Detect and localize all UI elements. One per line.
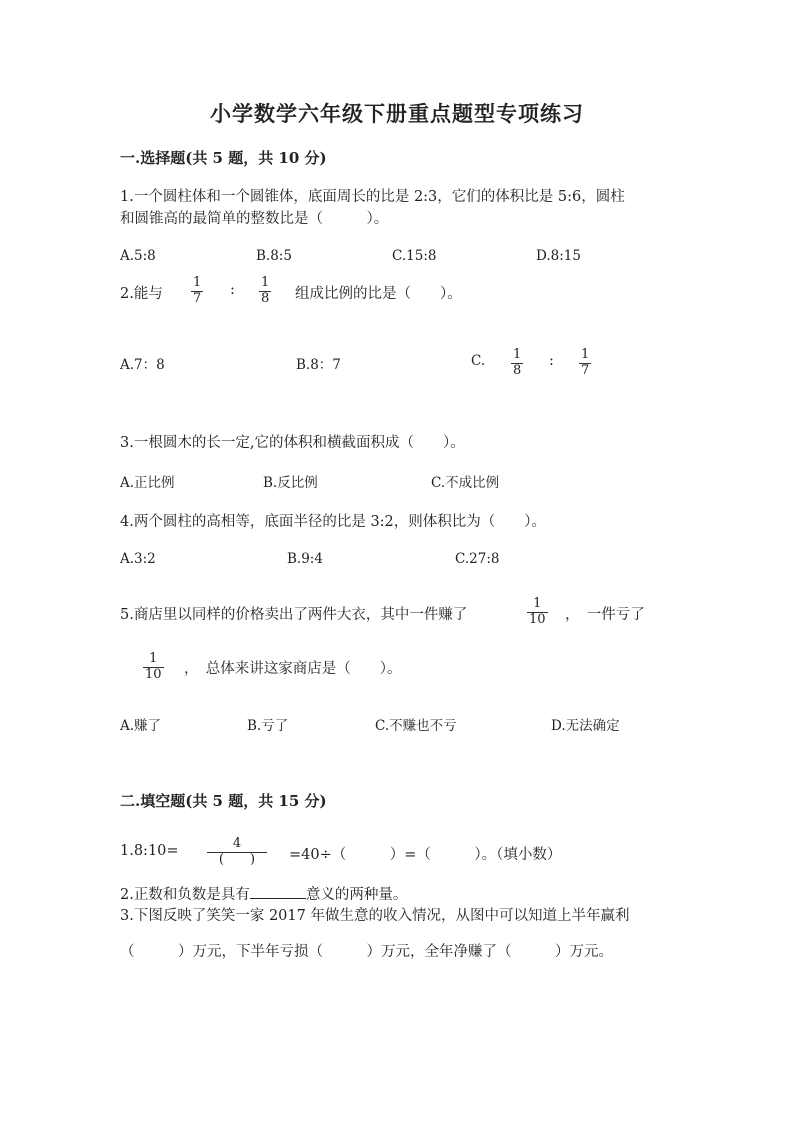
q5-option-d: D.无法确定 xyxy=(551,718,620,734)
q3-option-a: A.正比例 xyxy=(120,475,175,491)
fraction-denominator: 10 xyxy=(529,611,546,627)
q1-option-a: A.5:8 xyxy=(120,248,156,264)
q1-option-d: D.8:15 xyxy=(536,248,581,264)
question-1-line-1: 1.一个圆柱体和一个圆锥体，底面周长的比是 2:3，它们的体积比是 5:6，圆柱 xyxy=(120,189,625,205)
question-2-colon: : xyxy=(230,282,235,298)
fraction-denominator: 7 xyxy=(193,290,202,306)
question-2-fraction-2 xyxy=(259,276,271,307)
fill-1-prefix: 1.8:10= xyxy=(120,843,179,859)
q2-option-a: A.7：8 xyxy=(120,357,165,373)
q3-option-c: C.不成比例 xyxy=(431,475,500,491)
q5-option-c: C.不赚也不亏 xyxy=(375,718,457,734)
q2-option-c-label: C. xyxy=(471,353,486,369)
q2-option-c-colon: : xyxy=(549,353,554,369)
fraction-numerator: 1 xyxy=(193,275,202,290)
section-2-heading: 二.填空题(共 5 题，共 15 分) xyxy=(120,792,327,810)
q2-option-b: B.8：7 xyxy=(296,357,341,373)
q2-option-c-fraction-2 xyxy=(579,348,591,379)
q1-option-b: B.8:5 xyxy=(256,248,292,264)
q2-option-c-fraction-1 xyxy=(511,348,523,379)
question-4-text: 4.两个圆柱的高相等，底面半径的比是 3:2，则体积比为（ ）。 xyxy=(120,514,547,530)
section-1-heading: 一.选择题(共 5 题，共 10 分) xyxy=(120,149,327,167)
fraction-denominator: 10 xyxy=(145,666,162,682)
question-5-fraction-1 xyxy=(527,597,548,628)
question-2-fraction-1 xyxy=(191,276,203,307)
fraction-denominator: ( ) xyxy=(207,852,267,868)
question-2-prefix: 2.能与 xyxy=(120,286,163,302)
q5-option-a: A.赚了 xyxy=(120,718,162,734)
fraction-denominator: 7 xyxy=(581,362,590,378)
fill-1-fraction xyxy=(207,837,267,868)
q5-option-b: B.亏了 xyxy=(247,718,289,734)
fill-2-suffix: 意义的两种量。 xyxy=(305,887,408,903)
question-5-prefix: 5.商店里以同样的价格卖出了两件大衣，其中一件赚了 xyxy=(120,607,468,623)
fraction-numerator: 1 xyxy=(533,596,542,611)
fraction-numerator: 1 xyxy=(513,347,522,362)
fraction-denominator: 8 xyxy=(261,290,270,306)
fraction-numerator: 1 xyxy=(261,275,270,290)
fill-3-line-1: 3.下图反映了笑笑一家 2017 年做生意的收入情况，从图中可以知道上半年赢利 xyxy=(120,908,630,924)
question-3-text: 3.一根圆木的长一定,它的体积和横截面积成（ ）。 xyxy=(120,435,465,451)
fill-2-text xyxy=(120,883,407,904)
fill-2-prefix: 2.正数和负数是具有 xyxy=(120,887,250,903)
q1-option-c: C.15:8 xyxy=(392,248,437,264)
fill-3-line-2: （ ）万元，下半年亏损（ ）万元，全年净赚了（ ）万元。 xyxy=(120,944,613,960)
fraction-numerator: 4 xyxy=(232,836,242,851)
question-1-line-2: 和圆锥高的最简单的整数比是（ ）。 xyxy=(120,211,389,227)
fill-1-suffix: =40÷（ ）=（ ）。（填小数） xyxy=(289,847,562,863)
q3-option-b: B.反比例 xyxy=(263,475,318,491)
q4-option-c: C.27:8 xyxy=(455,551,500,567)
question-5-fraction-2 xyxy=(143,652,164,683)
fill-2-blank xyxy=(250,886,306,899)
question-5-middle: ， 一件亏了 xyxy=(565,607,645,623)
page-title: 小学数学六年级下册重点题型专项练习 xyxy=(210,101,584,126)
question-5-suffix: ， 总体来讲这家商店是（ ）。 xyxy=(184,661,402,677)
fraction-numerator: 1 xyxy=(581,347,590,362)
q4-option-a: A.3:2 xyxy=(120,551,156,567)
fraction-numerator: 1 xyxy=(149,651,158,666)
q4-option-b: B.9:4 xyxy=(287,551,323,567)
question-2-suffix: 组成比例的比是（ ）。 xyxy=(295,286,462,302)
fraction-denominator: 8 xyxy=(513,362,522,378)
